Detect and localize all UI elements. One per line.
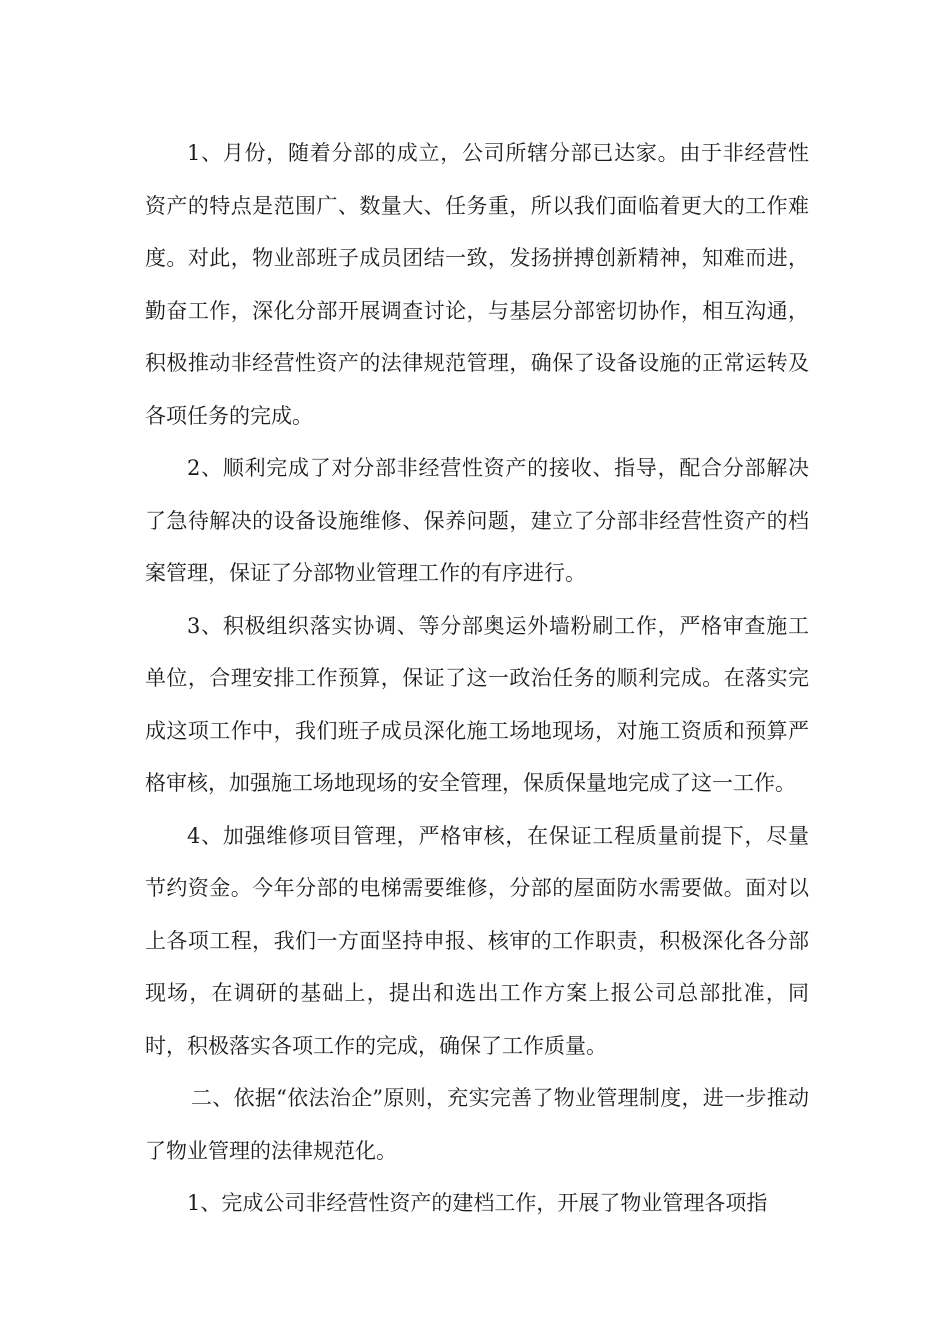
paragraph-5: 1、完成公司非经营性资产的建档工作，开展了物业管理各项指 — [187, 1191, 768, 1215]
paragraph-1: 1、月份，随着分部的成立，公司所辖分部已达家。由于非经营性资产的特点是范围广、数量大、任务重，所以我们面临着更大的工作难度。对此，物业部班子成员团结一致，发扬拼搏创新精神，知难而进，勤奋工作，深化分部开展调查讨论，与基层分部密切协作，相互沟通，积极推动非经营性资产的法律规范管理，确保了设备设施的正常运转及各项任务的完成。 — [145, 141, 809, 428]
paragraph-3: 3、积极组织落实协调、等分部奥运外墙粉刷工作，严格审查施工单位，合理安排工作预算，保证了这一政治任务的顺利完成。在落实完成这项工作中，我们班子成员深化施工场地现场，对施工资质和预算严格审核，加强施工场地现场的安全管理，保质保量地完成了这一工作。 — [145, 613, 809, 795]
document-body — [145, 127, 809, 1230]
section-heading-2: 二、依据“依法治企”原则，充实完善了物业管理制度，进一步推动了物业管理的法律规范化。 — [145, 1086, 809, 1163]
paragraph-4: 4、加强维修项目管理，严格审核，在保证工程质量前提下，尽量节约资金。今年分部的电梯需要维修，分部的屋面防水需要做。面对以上各项工程，我们一方面坚持申报、核审的工作职责，积极深化各分部现场，在调研的基础上，提出和选出工作方案上报公司总部批准，同时，积极落实各项工作的完成，确保了工作质量。 — [145, 823, 809, 1058]
paragraph-2: 2、顺利完成了对分部非经营性资产的接收、指导，配合分部解决了急待解决的设备设施维修、保养问题，建立了分部非经营性资产的档案管理，保证了分部物业管理工作的有序进行。 — [145, 456, 809, 585]
